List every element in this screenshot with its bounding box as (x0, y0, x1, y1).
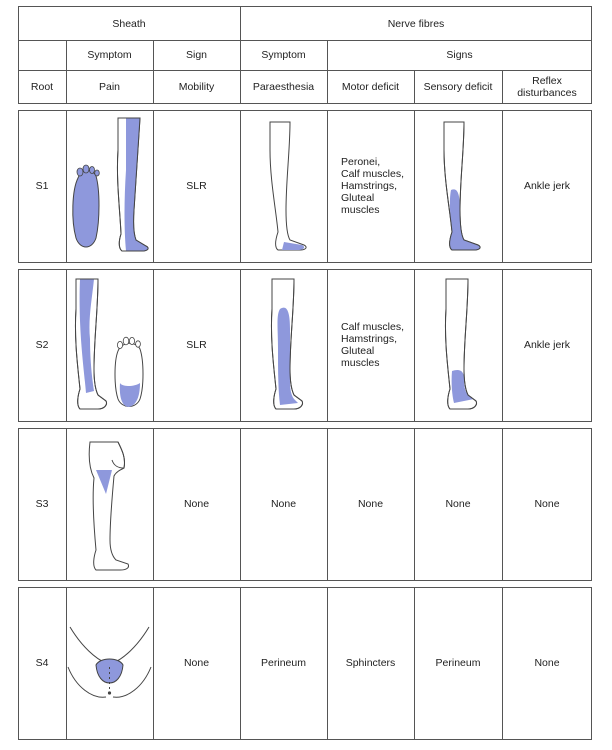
row-s2-reflex: Ankle jerk (523, 339, 571, 351)
s2-sensory-leg-illustration (414, 269, 502, 421)
header-sensory-deficit: Sensory deficit (423, 80, 493, 93)
header-pain: Pain (98, 80, 120, 93)
row-s1-reflex: Ankle jerk (523, 180, 571, 192)
header-motor-deficit: Motor deficit (341, 80, 400, 93)
header-signs: Signs (446, 49, 473, 61)
header-paraesthesia: Paraesthesia (252, 80, 315, 93)
header-sheath: Sheath (112, 17, 146, 30)
row-s4-mobility: None (183, 657, 210, 669)
s2-pain-leg-foot-illustration (66, 269, 153, 421)
header-root: Root (30, 80, 54, 93)
row-s3-sensory-deficit: None (445, 498, 471, 510)
row-s4-paraesthesia: Perineum (261, 657, 306, 669)
header-nerve-fibres: Nerve fibres (387, 17, 445, 30)
row-s1-root: S1 (35, 180, 49, 192)
s4-pain-perineum-illustration (66, 587, 153, 739)
row-s2-root: S2 (35, 339, 49, 351)
header-reflex-disturbances: Reflex disturbances (517, 74, 577, 99)
row-s4-sensory-deficit: Perineum (435, 657, 481, 669)
header-symptom-sheath: Symptom (87, 49, 132, 61)
header-mobility: Mobility (178, 80, 215, 93)
row-s3-motor-deficit: None (357, 498, 384, 510)
row-s3-mobility: None (183, 498, 210, 510)
row-s4-root: S4 (35, 657, 49, 669)
row-s3-root: S3 (35, 498, 49, 510)
row-s3-reflex: None (534, 498, 560, 510)
row-s2-motor-deficit: Calf muscles, Hamstrings, Gluteal muscles (341, 321, 405, 369)
header-symptom-nerve: Symptom (261, 49, 306, 61)
header-sign: Sign (185, 49, 207, 61)
row-s3-paraesthesia: None (270, 498, 297, 510)
s2-paraesthesia-leg-illustration (240, 269, 327, 421)
s1-paraesthesia-leg-illustration (240, 110, 327, 262)
row-s4-motor-deficit: Sphincters (345, 657, 396, 669)
row-s4-reflex: None (534, 657, 560, 669)
row-s1-mobility: SLR (186, 180, 207, 192)
s3-pain-leg-illustration (66, 428, 153, 580)
row-s1-motor-deficit: Peronei, Calf muscles, Hamstrings, Gluteal muscles (341, 156, 405, 216)
s1-pain-leg-foot-illustration (66, 110, 153, 262)
row-s2-mobility: SLR (186, 339, 207, 351)
s1-sensory-leg-illustration (414, 110, 502, 262)
